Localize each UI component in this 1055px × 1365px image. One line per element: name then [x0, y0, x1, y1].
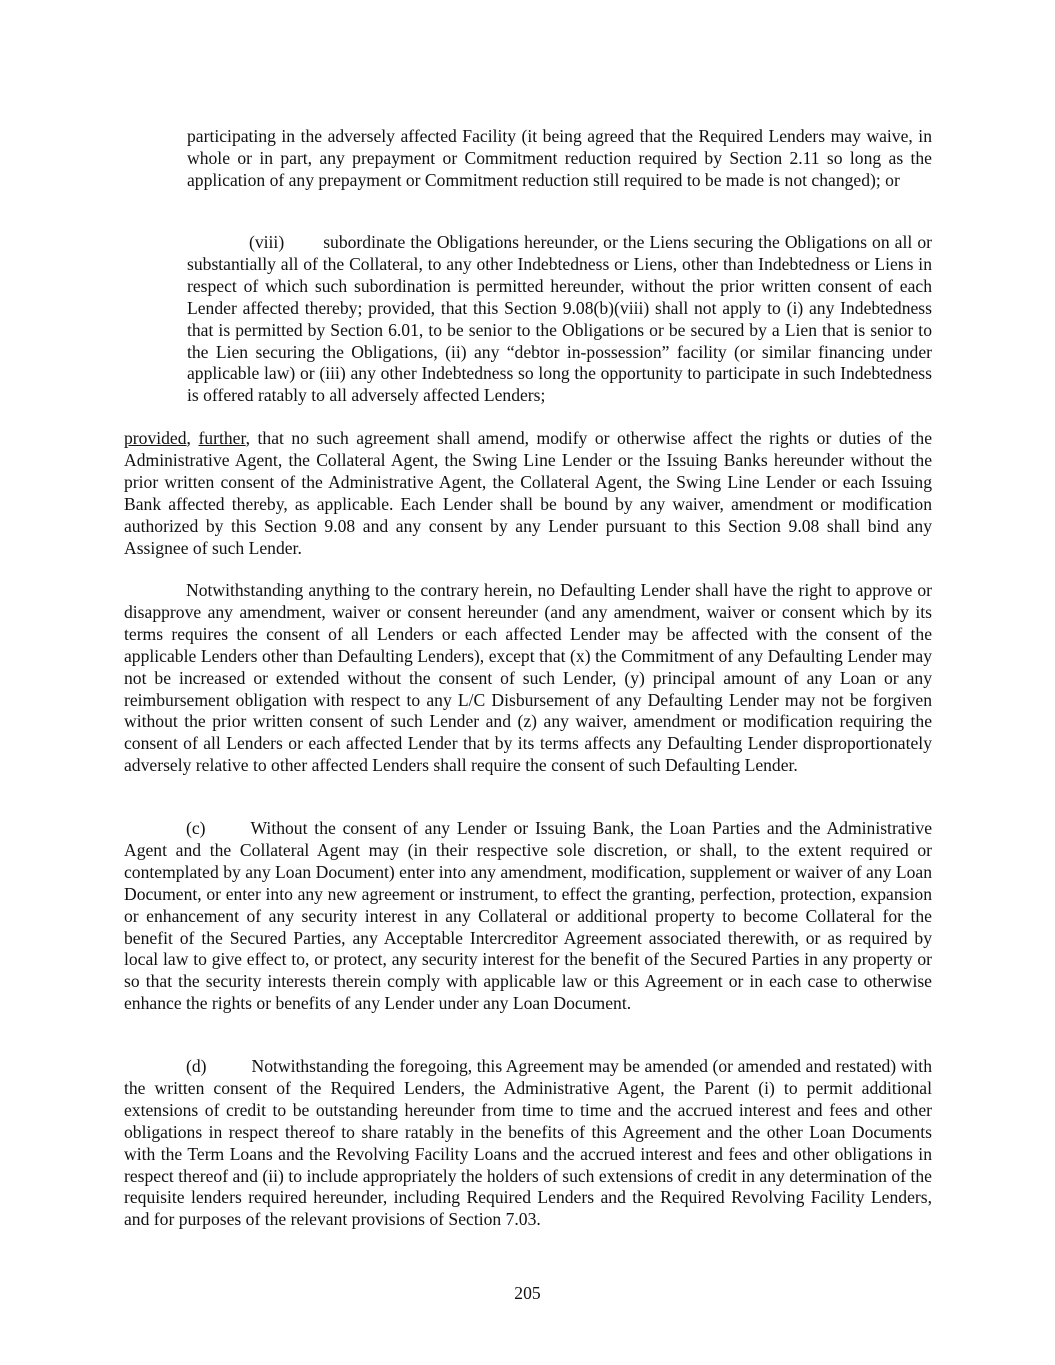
page-number: 205	[514, 1283, 541, 1303]
paragraph-text: Notwithstanding the foregoing, this Agreement may be amended (or amended and restated) with the written consent of the Required Lenders, the Administrative Agent, the Parent (i) to permit additional extensions of credit to be outstanding hereunder from time to time and the accrued interest and fees and other obligations in respect thereof to share ratably in the benefits of this Agreement and the other Loan Documents with the Term Loans and the Revolving Facility Loans and the accrued interest and fees and other obligations in respect thereof and (ii) to include appropriately the holders of such extensions of credit in any determination of the requisite lenders required hereunder, including Required Lenders and the Required Revolving Facility Lenders, and for purposes of the relevant provisions of Section 7.03.	[124, 1056, 932, 1230]
further-term: further	[198, 428, 246, 448]
paragraph-text: Notwithstanding anything to the contrary herein, no Defaulting Lender shall have the right to approve or disapprove any amendment, waiver or consent hereunder (and any amendment, waiver or consent which by its terms requires the consent of all Lenders or each affected Lender may be affected with the consent of the applicable Lenders other than Defaulting Lenders), except that (x) the Commitment of any Defaulting Lender may not be increased or extended without the consent of such Lender, (y) principal amount of any Loan or any reimbursement obligation with respect to any L/C Disbursement of any Defaulting Lender may not be forgiven without the prior written consent of such Lender and (z) any waiver, amendment or modification requiring the consent of all Lenders or each affected Lender that by its terms affects any Defaulting Lender disproportionately adversely relative to other affected Lenders shall require the consent of such Defaulting Lender.	[124, 580, 932, 776]
provided-term: provided	[124, 428, 187, 448]
paragraph-text: participating in the adversely affected Facility (it being agreed that the Required Lenders may waive, in whole or in part, any prepayment or Commitment reduction required by Section 2.11 so long as the application of any prepayment or Commitment reduction still required to be made is not changed); or	[187, 126, 932, 190]
clause-viii	[187, 232, 932, 407]
paragraph-text: , that no such agreement shall amend, modify or otherwise affect the rights or duties of the Administrative Agent, the Collateral Agent, the Swing Line Lender or the Issuing Banks hereunder without the prior written consent of the Administrative Agent, the Collateral Agent, the Swing Line Lender or each Issuing Bank affected thereby, as applicable. Each Lender shall be bound by any waiver, amendment or modification authorized by this Section 9.08 and any consent by any Lender pursuant to this Section 9.08 shall bind any Assignee of such Lender.	[124, 428, 933, 558]
defaulting-lender-paragraph	[124, 580, 932, 777]
clause-number: (viii)	[249, 232, 285, 252]
clause-d	[124, 1056, 932, 1231]
separator: ,	[186, 428, 199, 448]
clause-c	[124, 818, 932, 1015]
clause-number: (c)	[186, 818, 206, 838]
clause-number: (d)	[186, 1056, 207, 1076]
paragraph-continuation	[187, 126, 932, 192]
proviso-paragraph	[124, 428, 932, 559]
paragraph-text: subordinate the Obligations hereunder, or the Liens securing the Obligations on all or substantially all of the Collateral, to any other Indebtedness or Liens, other than Indebtedness or Liens in respect of which such subordination is permitted hereunder, without the prior written consent of each Lender affected thereby; provided, that this Section 9.08(b)(viii) shall not apply to (i) any Indebtedness that is permitted by Section 6.01, to be senior to the Obligations or be secured by a Lien that is senior to the Lien securing the Obligations, (ii) any “debtor in-possession” facility (or similar financing under applicable law) or (iii) any other Indebtedness so long the opportunity to participate in such Indebtedness is offered ratably to all adversely affected Lenders;	[187, 232, 932, 406]
paragraph-text: Without the consent of any Lender or Issuing Bank, the Loan Parties and the Administrative Agent and the Collateral Agent may (in their respective sole discretion, or shall, to the extent required or contemplated by any Loan Document) enter into any amendment, modification, supplement or waiver of any Loan Document, or enter into any new agreement or instrument, to effect the granting, perfection, protection, expansion or enhancement of any security interest in any Collateral or additional property to become Collateral for the benefit of the Secured Parties, any Acceptable Intercreditor Agreement associated therewith, or as required by local law to give effect to, or protect, any security interest for the benefit of the Secured Parties in any property or so that the security interests therein comply with applicable law or this Agreement or in each case to otherwise enhance the rights or benefits of any Lender under any Loan Document.	[124, 818, 932, 1014]
